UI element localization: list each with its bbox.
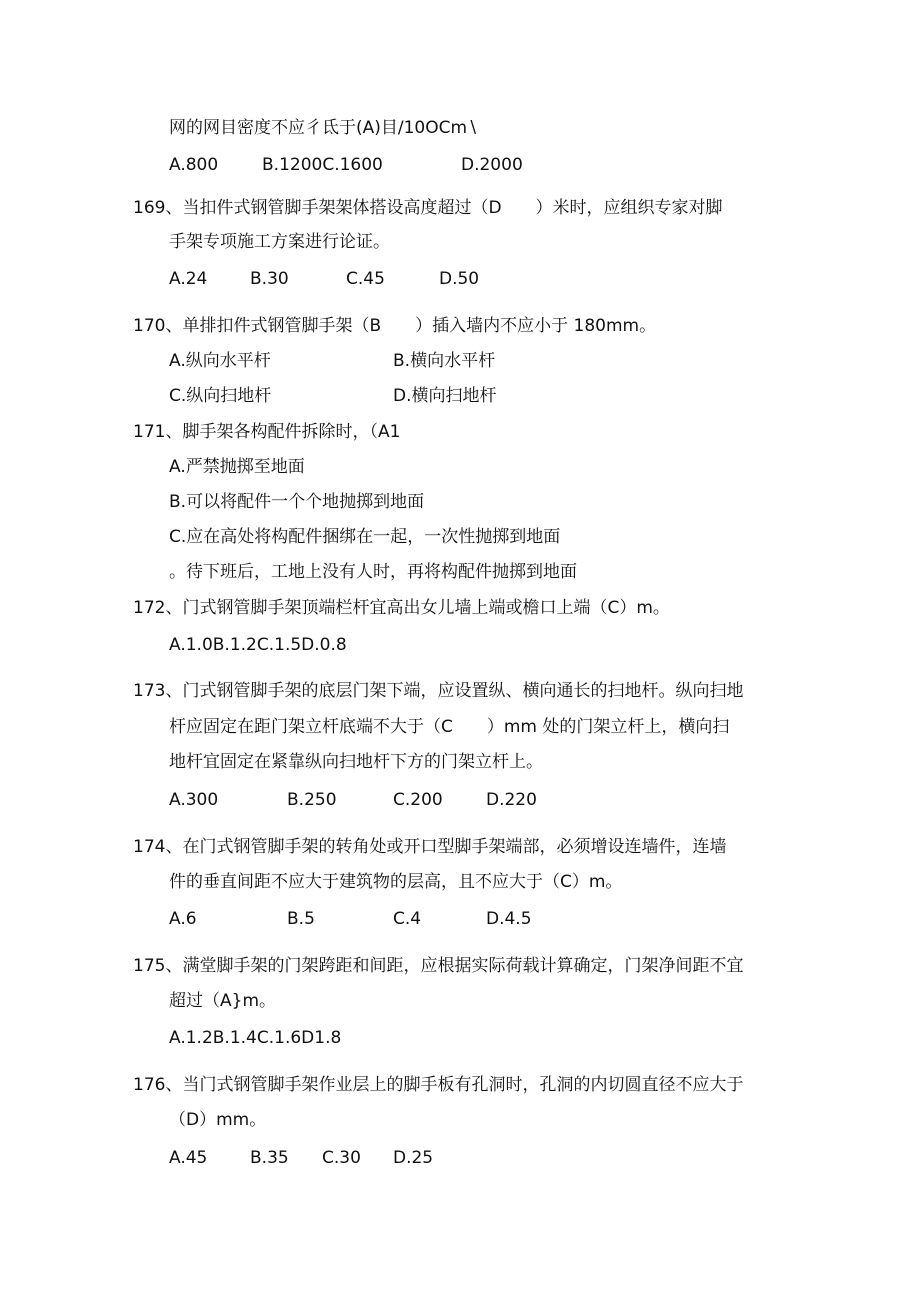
q172-text: 172、门式钢管脚手架顶端栏杆宜高出女儿墙上端或檐口上端（C）m。 <box>133 598 670 618</box>
q174-option-a: A.6 <box>169 909 197 929</box>
q176-option-a: A.45 <box>169 1148 208 1168</box>
q168-option-d: D.2000 <box>461 155 523 175</box>
q173-option-c: C.200 <box>393 790 443 810</box>
q174-option-c: C.4 <box>393 909 422 929</box>
q169-option-d: D.50 <box>439 269 480 289</box>
q171-option-b: B.可以将配件一个个地抛掷到地面 <box>169 492 425 512</box>
q173-option-a: A.300 <box>169 790 219 810</box>
q176-option-c: C.30 <box>322 1148 361 1168</box>
q175-text: 175、满堂脚手架的门架跨距和间距，应根据实际荷载计算确定，门架净间距不宜 <box>133 956 744 976</box>
q176-option-d: D.25 <box>393 1148 434 1168</box>
q171-text: 171、脚手架各构配件拆除时，（A1 <box>133 422 401 442</box>
q176-option-b: B.35 <box>250 1148 289 1168</box>
q174-text-cont: 件的垂直间距不应大于建筑物的层高，且不应大于（C）m。 <box>169 872 623 892</box>
q174-option-d: D.4.5 <box>486 909 532 929</box>
q169-option-c: C.45 <box>346 269 385 289</box>
q168-option-bc: B.1200C.1600 <box>262 155 383 175</box>
q170-option-a: A.纵向水平杆 <box>169 351 271 371</box>
q174-option-b: B.5 <box>287 909 315 929</box>
q171-option-d: 。待下班后，工地上没有人时，再将构配件抛掷到地面 <box>169 562 577 582</box>
q168-text-tail: 网的网目密度不应彳氐于(A)目/10OCm∖ <box>169 118 478 138</box>
q168-option-a: A.800 <box>169 155 219 175</box>
q176-text: 176、当门式钢管脚手架作业层上的脚手板有孔洞时，孔洞的内切圆直径不应大于 <box>133 1075 744 1095</box>
q170-text: 170、单排扣件式钢管脚手架（B ）插入墙内不应小于 180mm。 <box>133 316 657 336</box>
q176-text-cont: （D）mm。 <box>169 1110 267 1130</box>
q170-option-c: C.纵向扫地杆 <box>169 386 272 406</box>
q175-options: A.1.2B.1.4C.1.6D1.8 <box>169 1028 342 1048</box>
q169-text: 169、当扣件式钢管脚手架架体搭设高度超过（D ）米时，应组织专家对脚 <box>133 198 723 218</box>
q171-option-c: C.应在高处将构配件捆绑在一起，一次性抛掷到地面 <box>169 527 561 547</box>
q169-option-a: A.24 <box>169 269 208 289</box>
q175-text-cont: 超过（A}m。 <box>169 991 277 1011</box>
q172-options: A.1.0B.1.2C.1.5D.0.8 <box>169 635 347 655</box>
q171-option-a: A.严禁抛掷至地面 <box>169 457 305 477</box>
q173-text-cont-2: 地杆宜固定在紧靠纵向扫地杆下方的门架立杆上。 <box>169 752 543 772</box>
q173-text: 173、门式钢管脚手架的底层门架下端，应设置纵、横向通长的扫地杆。纵向扫地 <box>133 681 744 701</box>
q169-text-cont: 手架专项施工方案进行论证。 <box>169 232 390 252</box>
q170-option-d: D.横向扫地杆 <box>393 386 497 406</box>
q173-option-b: B.250 <box>287 790 337 810</box>
q173-text-cont-1: 杆应固定在距门架立杆底端不大于（C ）mm 处的门架立杆上，横向扫 <box>169 717 730 737</box>
q174-text: 174、在门式钢管脚手架的转角处或开口型脚手架端部，必须增设连墙件，连墙 <box>133 837 727 857</box>
q169-option-b: B.30 <box>250 269 289 289</box>
q173-option-d: D.220 <box>486 790 537 810</box>
q170-option-b: B.横向水平杆 <box>393 351 496 371</box>
